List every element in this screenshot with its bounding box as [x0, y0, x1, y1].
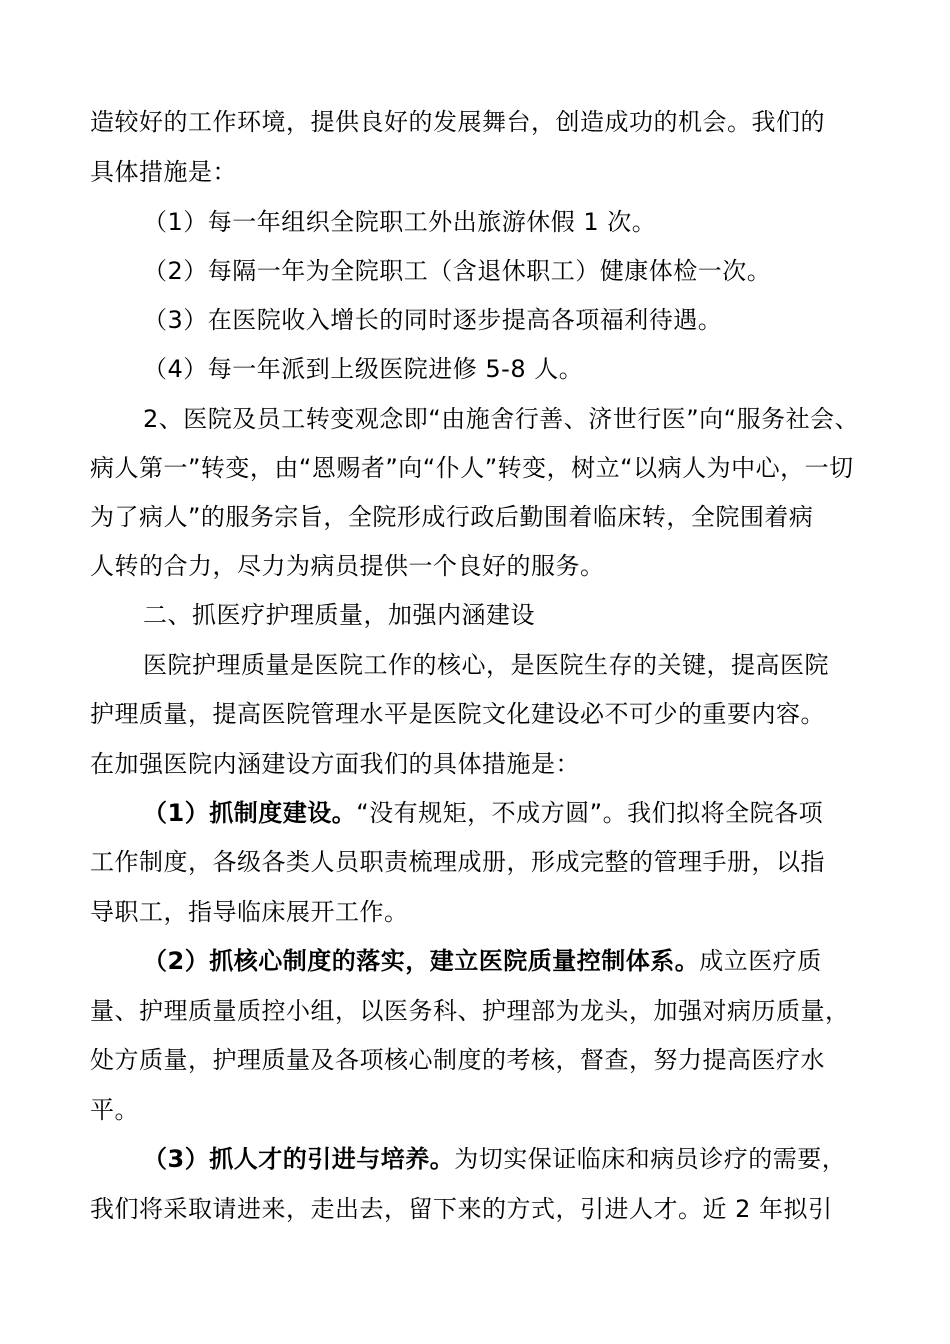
paragraph-line: 我们将采取请进来，走出去，留下来的方式，引进人才。近 2 年拟引 — [90, 1195, 833, 1223]
paragraph-line: 工作制度，各级各类人员职责梳理成册，形成完整的管理手册，以指 — [90, 848, 825, 876]
list-item: （1）每一年组织全院职工外出旅游休假 1 次。 — [143, 208, 657, 236]
paragraph-line: 医院护理质量是医院工作的核心，是医院生存的关键，提高医院 — [143, 651, 829, 679]
paragraph-text: 成立医疗质 — [699, 947, 822, 975]
list-item: （4）每一年派到上级医院进修 5-8 人。 — [143, 355, 584, 383]
paragraph-line: 具体措施是： — [90, 158, 237, 186]
paragraph-line: 病人第一”转变，由“恩赐者”向“仆人”转变，树立“以病人为中心，一切 — [90, 454, 854, 482]
paragraph-line: 在加强医院内涵建设方面我们的具体措施是： — [90, 750, 580, 778]
section-heading: 二、抓医疗护理质量，加强内涵建设 — [143, 601, 535, 629]
list-item: （2）每隔一年为全院职工（含退休职工）健康体检一次。 — [143, 257, 772, 285]
paragraph-line: 量、护理质量质控小组，以医务科、护理部为龙头，加强对病历质量， — [90, 997, 850, 1025]
paragraph-line — [143, 1143, 846, 1175]
paragraph-line: 导职工，指导临床展开工作。 — [90, 898, 409, 926]
paragraph-text: 为切实保证临床和病员诊疗的需要， — [454, 1145, 847, 1173]
paragraph-line: 2、医院及员工转变观念即“由施舍行善、济世行医”向“服务社会、 — [143, 405, 860, 433]
paragraph-line: 护理质量，提高医院管理水平是医院文化建设必不可少的重要内容。 — [90, 700, 825, 728]
paragraph-line: 造较好的工作环境，提供良好的发展舞台，创造成功的机会。我们的 — [90, 108, 825, 136]
bold-lead: （3）抓人才的引进与培养。 — [143, 1145, 455, 1173]
bold-lead: （1）抓制度建设。 — [143, 799, 357, 827]
paragraph-line — [143, 945, 822, 977]
paragraph-line: 为了病人”的服务宗旨，全院形成行政后勤围着临床转，全院围着病 — [90, 503, 814, 531]
bold-lead: （2）抓核心制度的落实，建立医院质量控制体系。 — [143, 947, 700, 975]
paragraph-line: 平。 — [90, 1096, 139, 1124]
paragraph-line: 处方质量，护理质量及各项核心制度的考核，督查，努力提高医疗水 — [90, 1046, 825, 1074]
paragraph-line: 人转的合力，尽力为病员提供一个良好的服务。 — [90, 552, 605, 580]
list-item: （3）在医院收入增长的同时逐步提高各项福利待遇。 — [143, 306, 723, 334]
paragraph-text: “没有规矩，不成方圆”。我们拟将全院各项 — [356, 799, 824, 827]
paragraph-line — [143, 797, 823, 829]
